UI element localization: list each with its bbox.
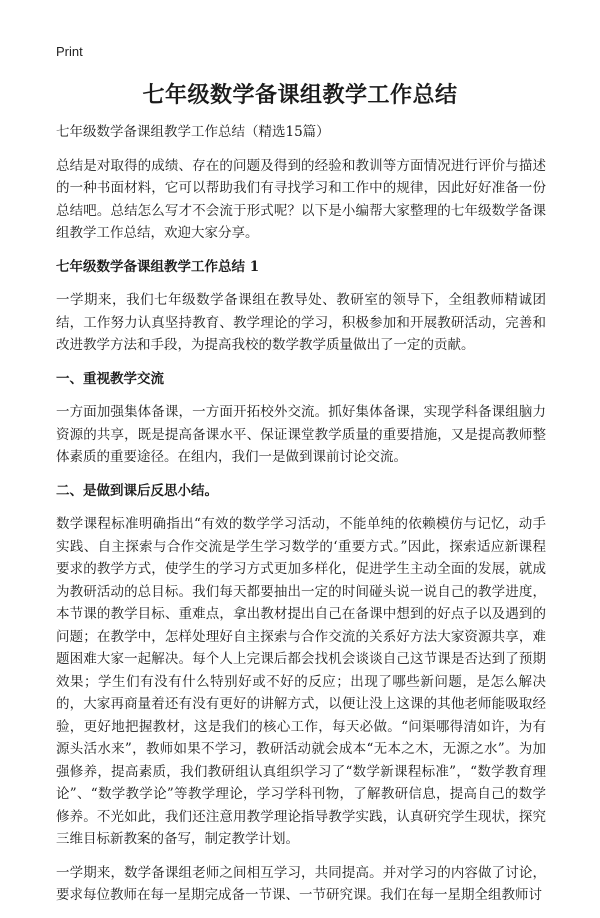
- section-paragraph: 一学期来，我们七年级数学备课组在教导处、教研室的领导下，全组教师精诚团结，工作努力认真坚持教育、教学理论的学习，积极参加和开展教研活动，完善和改进教学方法和手段，为提高我校的数学教学质量做出了一定的贡献。: [56, 292, 546, 353]
- paragraph-teaching-exchange: 一方面加强集体备课，一方面开拓校外交流。抓好集体备课，实现学科备课组脑力资源的共享，既是提高备课水平、保证课堂教学质量的重要措施，又是提高教师整体素质的重要途径。在组内，我们一是做到课前讨论交流。: [56, 404, 546, 465]
- paragraph-mutual-learning: 一学期来，数学备课组老师之间相互学习，共同提高。并对学习的内容做了讨论，要求每位教师在每一星期完成备一节课、一节研究课。我们在每一星期全组教师讨: [56, 864, 546, 903]
- paragraph-reflection: 数学课程标准明确指出“有效的数学学习活动，不能单纯的依赖模仿与记忆，动手实践、自主探索与合作交流是学生学习数学的‘重要方式。”因此，探索适应新课程要求的教学方式，使学生的学习方式更加多样化，促进学生主动全面的发展，就成为教研活动的总目标。我们每天都要抽出一定的时间碰头说一说自己的教学进度，本节课的教学目标、重难点，拿出教材提出自己在备课中想到的好点子以及遇到的问题；在教学中，怎样处理好自主探索与合作交流的关系好方法大家资源共享，难题困难大家一起解决。每个人上完课后都会找机会谈谈自己这节课是否达到了预期效果；学生们有没有什么特别好或不好的反应；出现了哪些新问题，是怎么解决的，大家再商量着还有没有更好的讲解方式，以便让没上这课的其他老师能吸取经验，更好地把握教材，这是我们的核心工作，每天必做。“问渠哪得清如许，为有源头活水来”，教师如果不学习，教研活动就会成本“无本之木，无源之水”。为加强修养，提高素质，我们教研组认真组织学习了“数学新课程标准”，“数学教育理论”、“数学教学论”等教学理论，学习学科刊物，了解教研信息，提高自己的数学修养。不光如此，我们还注意用教学理论指导教学实践，认真研究学生现状，探究三维目标新教案的备写，制定教学计划。: [56, 516, 546, 847]
- print-link[interactable]: Print: [56, 44, 83, 59]
- section-heading: 七年级数学备课组教学工作总结 1: [56, 258, 260, 275]
- intro-paragraph: 总结是对取得的成绩、存在的问题及得到的经验和教训等方面情况进行评价与描述的一种书面材料，它可以帮助我们有寻找学习和工作中的规律，因此好好准备一份总结吧。总结怎么写才不会流于形式呢？以下是小编帮大家整理的七年级数学备课组教学工作总结，欢迎大家分享。: [56, 157, 546, 241]
- page-title: 七年级数学备课组教学工作总结: [142, 82, 458, 108]
- article-body: [56, 121, 546, 918]
- article-subtitle: 七年级数学备课组教学工作总结（精选15篇）: [56, 124, 330, 140]
- subheading-reflection: 二、是做到课后反思小结。: [56, 482, 218, 499]
- subheading-teaching-exchange: 一、重视教学交流: [56, 370, 164, 387]
